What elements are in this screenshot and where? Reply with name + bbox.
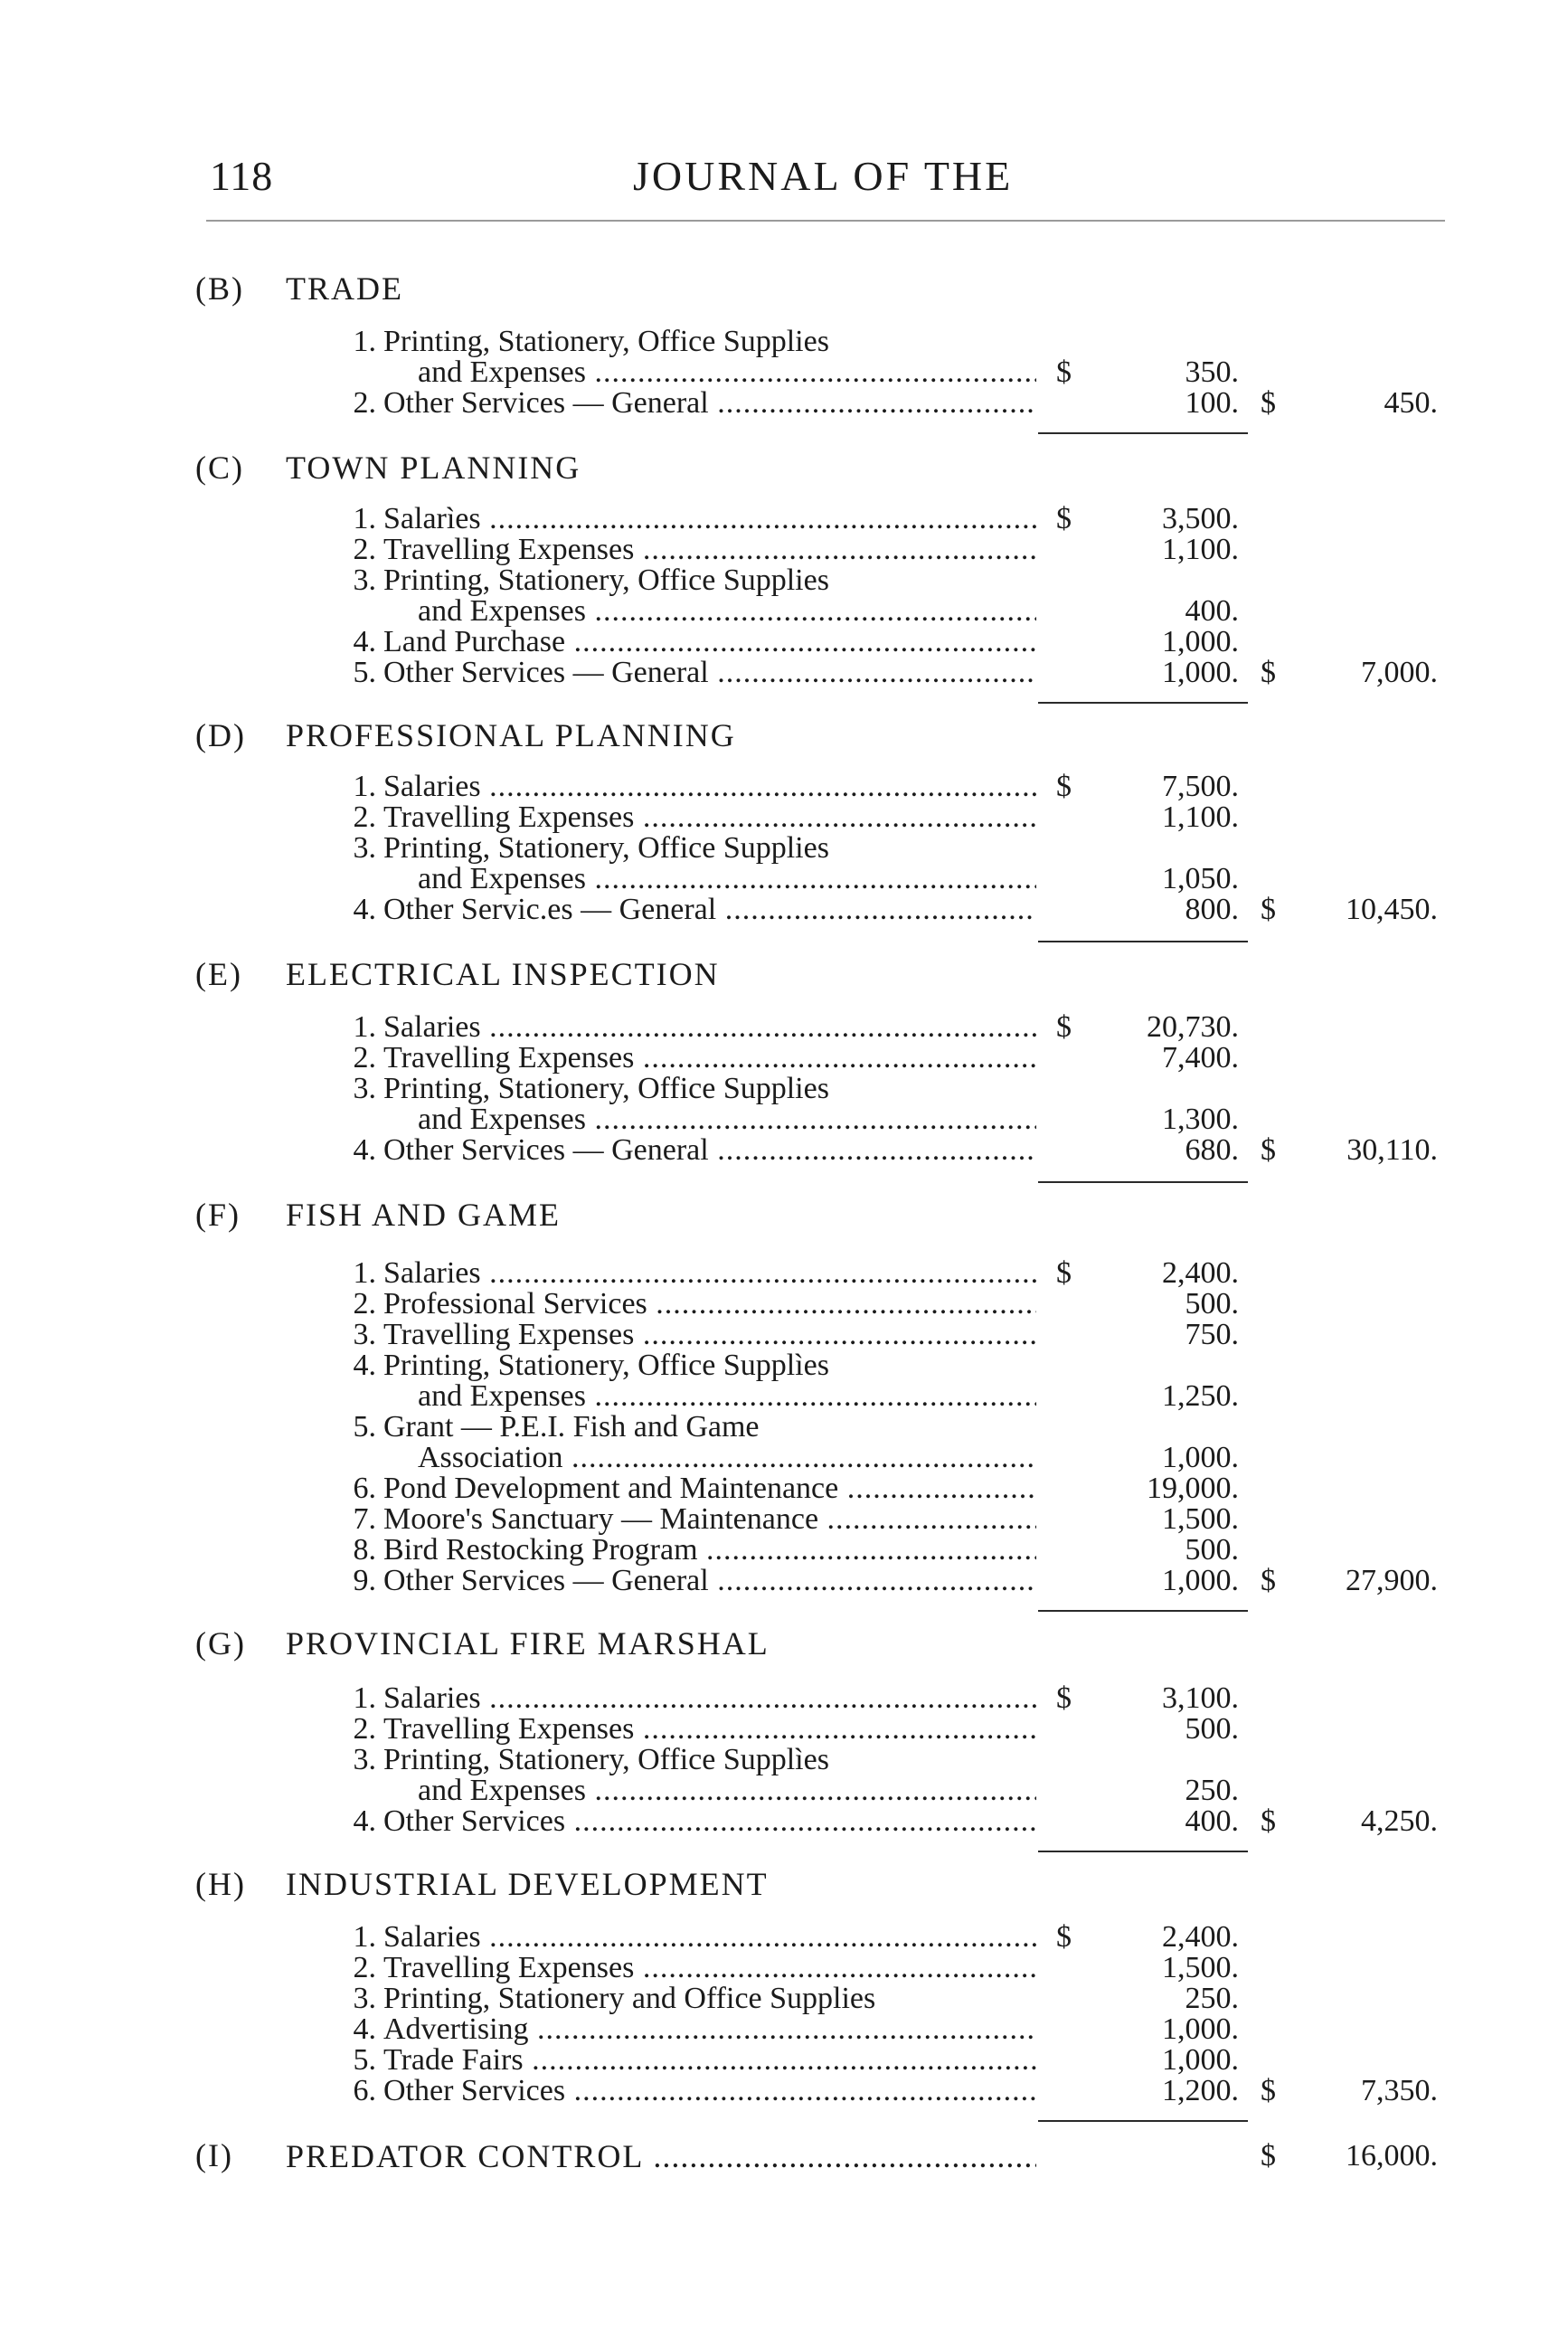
section-total: 16,000. — [1346, 2139, 1438, 2173]
section-title: PROVINCIAL FIRE MARSHAL — [286, 1625, 770, 1662]
item-description: Printing, Stationery, Office Supplies — [383, 564, 829, 597]
item-amount: 350. — [1185, 355, 1239, 389]
table-row — [0, 1103, 1568, 1136]
section-heading-trade — [195, 270, 403, 308]
table-row — [0, 1983, 1568, 2015]
item-number: 2. — [353, 1287, 376, 1321]
item-number: 3. — [353, 1743, 376, 1776]
section-total: 27,900. — [1346, 1564, 1438, 1597]
item-description: Salaries ..... — [383, 1921, 1036, 1954]
section-label: (H) — [195, 1866, 246, 1902]
table-row — [0, 1411, 1568, 1444]
item-description-continued: and Expenses ..... — [418, 356, 1036, 389]
item-amount: 1,000. — [1162, 1441, 1239, 1474]
dollar-sign: $ — [1056, 1920, 1072, 1954]
item-amount: 1,250. — [1162, 1379, 1239, 1413]
table-row — [0, 564, 1568, 597]
table-row — [0, 534, 1568, 566]
item-number: 2. — [353, 533, 376, 566]
subtotal-rule — [1038, 941, 1248, 942]
item-description: Salaries ..... — [383, 771, 1036, 803]
item-description: Travelling Expenses ..... — [383, 801, 1036, 834]
item-amount: 500. — [1185, 1287, 1239, 1321]
item-amount: 1,300. — [1162, 1103, 1239, 1136]
item-amount: 1,200. — [1162, 2074, 1239, 2107]
item-number: 2. — [353, 386, 376, 420]
item-number: 9. — [353, 1564, 376, 1597]
item-description: Other Servic.es — General ..... — [383, 894, 1036, 926]
section-title: PROFESSIONAL PLANNING — [286, 717, 736, 753]
section-label: (D) — [195, 717, 246, 753]
section-label: (C) — [195, 450, 244, 486]
item-description: Other Services — General ..... — [383, 657, 1036, 689]
table-row — [0, 1073, 1568, 1105]
item-number: 5. — [353, 656, 376, 689]
item-number: 4. — [353, 893, 376, 926]
dollar-sign: $ — [1261, 1564, 1276, 1597]
item-amount: 1,000. — [1162, 2043, 1239, 2077]
item-description: Travelling Expenses ..... — [383, 1713, 1036, 1746]
item-description: Moore's Sanctuary — Maintenance ..... — [383, 1503, 1036, 1536]
item-number: 4. — [353, 1133, 376, 1167]
item-number: 2. — [353, 800, 376, 834]
section-label: (I) — [195, 2137, 233, 2173]
table-row — [0, 1442, 1568, 1474]
dollar-sign: $ — [1056, 1256, 1072, 1290]
item-description-continued: and Expenses ..... — [418, 1775, 1036, 1807]
subtotal-rule — [1038, 2120, 1248, 2122]
dollar-sign: $ — [1056, 770, 1072, 803]
item-amount: 500. — [1185, 1533, 1239, 1567]
table-row — [0, 894, 1568, 926]
item-amount: 1,050. — [1162, 862, 1239, 895]
section-label: (B) — [195, 270, 244, 307]
dollar-sign: $ — [1261, 386, 1276, 420]
item-description: Other Services — General ..... — [383, 1134, 1036, 1167]
item-amount: 3,100. — [1162, 1681, 1239, 1715]
table-row — [0, 1134, 1568, 1167]
item-number: 1. — [353, 502, 376, 535]
table-row — [0, 771, 1568, 803]
item-description: Printing, Stationery, Office Supplies — [383, 832, 829, 865]
item-description: Professional Services ..... — [383, 1288, 1036, 1321]
item-number: 1. — [353, 1010, 376, 1044]
item-amount: 800. — [1185, 893, 1239, 926]
table-row — [0, 1288, 1568, 1321]
item-description: Grant — P.E.I. Fish and Game — [383, 1411, 760, 1444]
item-number: 3. — [353, 563, 376, 597]
table-row — [0, 1534, 1568, 1567]
item-description: Bird Restocking Program ..... — [383, 1534, 1036, 1567]
section-total: 4,250. — [1361, 1804, 1438, 1838]
item-description: Travelling Expenses ..... — [383, 1319, 1036, 1351]
table-row — [0, 1682, 1568, 1715]
section-heading-electrical-inspection — [195, 955, 720, 993]
item-number: 2. — [353, 1041, 376, 1075]
table-row — [0, 1713, 1568, 1746]
item-number: 4. — [353, 1349, 376, 1382]
item-description: Salaries ..... — [383, 1682, 1036, 1715]
section-title: TRADE — [286, 270, 403, 307]
item-amount: 500. — [1185, 1712, 1239, 1746]
section-heading-provincial-fire-marshal — [195, 1624, 770, 1662]
item-number: 1. — [353, 1256, 376, 1290]
dollar-sign: $ — [1261, 1804, 1276, 1838]
item-number: 1. — [353, 1920, 376, 1954]
section-title: PREDATOR CONTROL ..... — [286, 2140, 1036, 2173]
item-description: Pond Development and Maintenance ..... — [383, 1472, 1036, 1505]
table-row — [0, 2044, 1568, 2077]
dollar-sign: $ — [1056, 1681, 1072, 1715]
subtotal-rule — [1038, 1610, 1248, 1612]
item-description: Other Services ..... — [383, 2075, 1036, 2107]
item-amount: 19,000. — [1147, 1472, 1239, 1505]
subtotal-rule — [1038, 1181, 1248, 1183]
item-amount: 250. — [1185, 1774, 1239, 1807]
section-heading-fish-and-game — [195, 1196, 561, 1234]
item-description: Salarìes ..... — [383, 503, 1036, 535]
item-amount: 2,400. — [1162, 1256, 1239, 1290]
dollar-sign: $ — [1261, 1133, 1276, 1167]
item-number: 5. — [353, 2043, 376, 2077]
subtotal-rule — [1038, 702, 1248, 704]
dollar-sign: $ — [1261, 2074, 1276, 2107]
item-description: Travelling Expenses ..... — [383, 1952, 1036, 1984]
item-number: 1. — [353, 770, 376, 803]
section-heading-professional-planning — [195, 716, 736, 754]
section-total: 7,000. — [1361, 656, 1438, 689]
item-amount: 400. — [1185, 594, 1239, 628]
table-row — [0, 657, 1568, 689]
item-amount: 1,100. — [1162, 533, 1239, 566]
item-number: 2. — [353, 1712, 376, 1746]
item-amount: 250. — [1185, 1982, 1239, 2015]
item-number: 4. — [353, 2012, 376, 2046]
table-row — [0, 1011, 1568, 1044]
section-total: 30,110. — [1346, 1133, 1438, 1167]
item-number: 3. — [353, 1318, 376, 1351]
item-description-continued: and Expenses ..... — [418, 863, 1036, 895]
item-amount: 7,500. — [1162, 770, 1239, 803]
dollar-sign: $ — [1261, 893, 1276, 926]
table-row — [0, 595, 1568, 628]
section-title: TOWN PLANNING — [286, 450, 581, 486]
table-row — [0, 1565, 1568, 1597]
item-description: Travelling Expenses ..... — [383, 534, 1036, 566]
table-row — [0, 1775, 1568, 1807]
section-heading-industrial-development — [195, 1865, 769, 1903]
table-row — [0, 1805, 1568, 1838]
dollar-sign: $ — [1056, 1010, 1072, 1044]
item-amount: 750. — [1185, 1318, 1239, 1351]
table-row — [0, 326, 1568, 358]
item-number: 3. — [353, 1982, 376, 2015]
table-row — [0, 1921, 1568, 1954]
table-row — [0, 387, 1568, 420]
section-title: ELECTRICAL INSPECTION — [286, 956, 720, 992]
item-description: Printing, Stationery and Office Supplies — [383, 1983, 876, 2015]
item-description: Printing, Stationery, Office Supplìes — [383, 1744, 829, 1776]
table-row — [0, 626, 1568, 658]
dollar-sign: $ — [1056, 502, 1072, 535]
item-amount: 1,500. — [1162, 1502, 1239, 1536]
table-row — [0, 2013, 1568, 2046]
item-amount: 20,730. — [1147, 1010, 1239, 1044]
item-number: 1. — [353, 325, 376, 358]
item-description-continued: and Expenses ..... — [418, 1103, 1036, 1136]
dollar-sign: $ — [1056, 355, 1072, 389]
item-number: 3. — [353, 831, 376, 865]
item-description: Printing, Stationery, Office Supplìes — [383, 1349, 829, 1382]
section-label: (G) — [195, 1625, 246, 1662]
table-row — [0, 2075, 1568, 2107]
section-title: INDUSTRIAL DEVELOPMENT — [286, 1866, 769, 1902]
item-number: 8. — [353, 1533, 376, 1567]
subtotal-rule — [1038, 432, 1248, 434]
item-description: Printing, Stationery, Office Supplies — [383, 326, 829, 358]
item-amount: 680. — [1185, 1133, 1239, 1167]
table-row — [0, 1042, 1568, 1075]
page-number: 118 — [210, 153, 274, 199]
table-row — [0, 1952, 1568, 1984]
item-amount: 400. — [1185, 1804, 1239, 1838]
item-number: 4. — [353, 1804, 376, 1838]
section-label: (E) — [195, 956, 242, 992]
item-number: 5. — [353, 1410, 376, 1444]
item-description: Other Services — General ..... — [383, 387, 1036, 420]
table-row — [0, 1472, 1568, 1505]
item-amount: 2,400. — [1162, 1920, 1239, 1954]
item-description: Salaries ..... — [383, 1011, 1036, 1044]
table-row — [0, 1744, 1568, 1776]
item-description-continued: Association ..... — [418, 1442, 1036, 1474]
table-row — [0, 832, 1568, 865]
table-row — [0, 356, 1568, 389]
item-number: 6. — [353, 1472, 376, 1505]
item-description: Travelling Expenses ..... — [383, 1042, 1036, 1075]
item-number: 2. — [353, 1951, 376, 1984]
item-amount: 100. — [1185, 386, 1239, 420]
section-heading-town-planning — [195, 449, 581, 487]
item-amount: 1,500. — [1162, 1951, 1239, 1984]
item-number: 7. — [353, 1502, 376, 1536]
item-number: 6. — [353, 2074, 376, 2107]
table-row — [0, 1257, 1568, 1290]
item-description: Advertising ..... — [383, 2013, 1036, 2046]
table-row — [0, 2140, 1568, 2173]
section-total: 10,450. — [1346, 893, 1438, 926]
item-description: Printing, Stationery, Office Supplies — [383, 1073, 829, 1105]
table-row — [0, 863, 1568, 895]
item-description: Salaries ..... — [383, 1257, 1036, 1290]
item-number: 3. — [353, 1072, 376, 1105]
section-label: (F) — [195, 1197, 241, 1233]
item-amount: 3,500. — [1162, 502, 1239, 535]
header-rule — [206, 220, 1445, 222]
section-title: FISH AND GAME — [286, 1197, 562, 1233]
table-row — [0, 1349, 1568, 1382]
item-description: Other Services ..... — [383, 1805, 1036, 1838]
page-title: JOURNAL OF THE — [633, 153, 1014, 199]
item-number: 1. — [353, 1681, 376, 1715]
item-description-continued: and Expenses ..... — [418, 1380, 1036, 1413]
item-amount: 1,000. — [1162, 1564, 1239, 1597]
item-number: 4. — [353, 625, 376, 658]
dollar-sign: $ — [1261, 2139, 1276, 2173]
item-amount: 1,000. — [1162, 2012, 1239, 2046]
section-total: 450. — [1384, 386, 1438, 420]
item-amount: 7,400. — [1162, 1041, 1239, 1075]
table-row — [0, 801, 1568, 834]
subtotal-rule — [1038, 1851, 1248, 1852]
item-description: Land Purchase ..... — [383, 626, 1036, 658]
item-description: Other Services — General ..... — [383, 1565, 1036, 1597]
table-row — [0, 1319, 1568, 1351]
section-total: 7,350. — [1361, 2074, 1438, 2107]
table-row — [0, 1380, 1568, 1413]
item-description: Trade Fairs ..... — [383, 2044, 1036, 2077]
table-row — [0, 1503, 1568, 1536]
table-row — [0, 503, 1568, 535]
dollar-sign: $ — [1261, 656, 1276, 689]
item-description-continued: and Expenses ..... — [418, 595, 1036, 628]
item-amount: 1,000. — [1162, 656, 1239, 689]
item-amount: 1,000. — [1162, 625, 1239, 658]
item-amount: 1,100. — [1162, 800, 1239, 834]
